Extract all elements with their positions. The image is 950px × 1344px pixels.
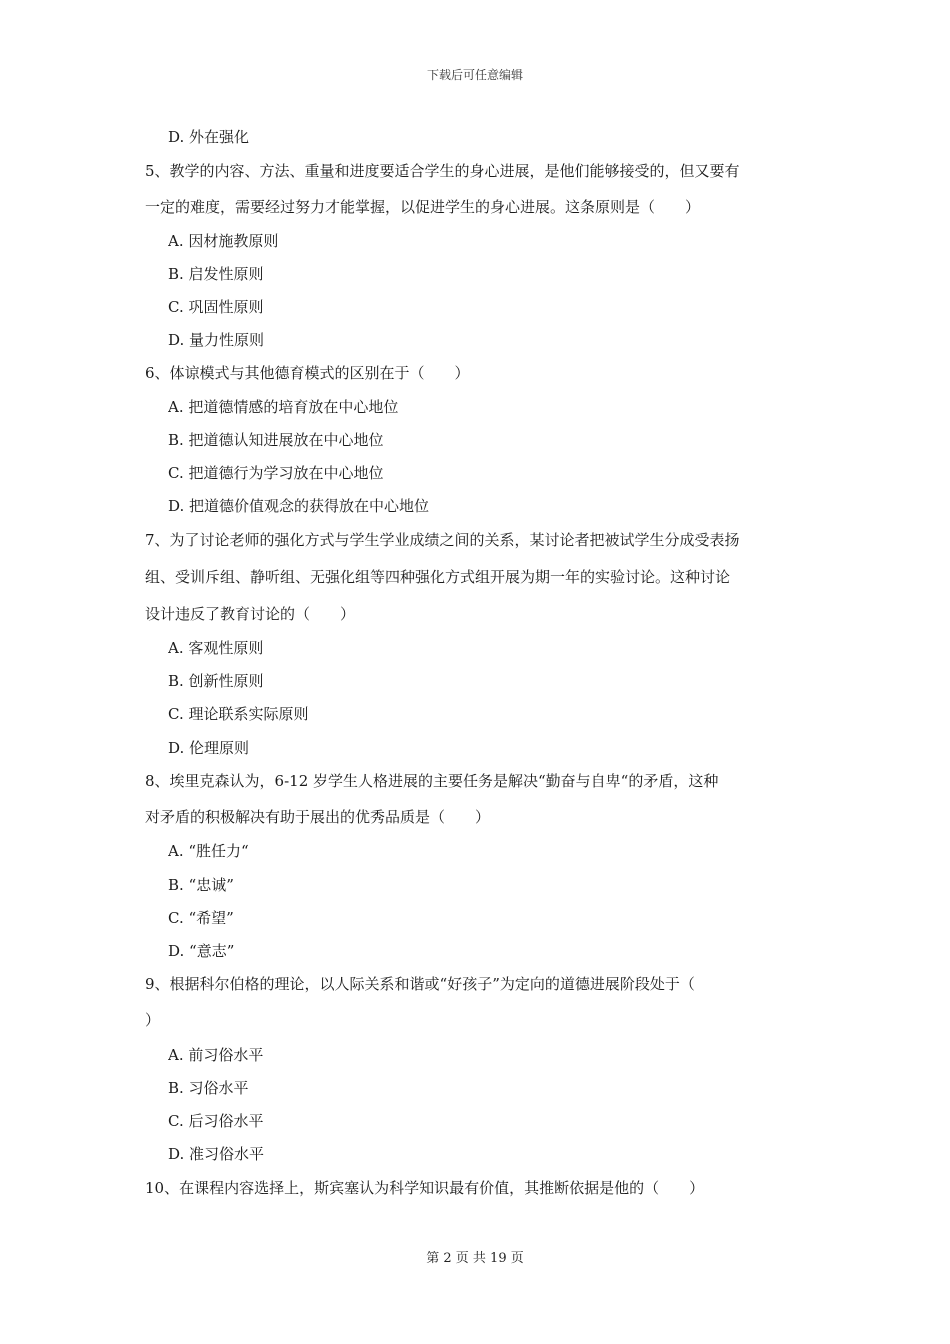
option-line: B. 习俗水平 (168, 1079, 249, 1097)
question-line: 9、根据科尔伯格的理论，以人际关系和谐或“好孩子”为定向的道德进展阶段处于（ (145, 975, 695, 993)
option-line: A. 因材施教原则 (168, 232, 279, 250)
question-line: 组、受训斥组、静听组、无强化组等四种强化方式组开展为期一年的实验讨论。这种讨论 (145, 568, 731, 586)
option-line: D. 伦理原则 (168, 739, 250, 757)
option-line: D. 外在强化 (168, 128, 250, 146)
option-line: C. 把道德行为学习放在中心地位 (168, 464, 384, 482)
option-line: D. 准习俗水平 (168, 1145, 265, 1163)
question-line: 10、在课程内容选择上，斯宾塞认为科学知识最有价值，其推断依据是他的（ ） (145, 1179, 705, 1197)
option-line: D. 量力性原则 (168, 331, 265, 349)
page-footer: 第 2 页 共 19 页 (426, 1251, 524, 1266)
question-line: 6、体谅模式与其他德育模式的区别在于（ ） (145, 364, 470, 382)
option-line: C. 巩固性原则 (168, 298, 264, 316)
option-line: B. 把道德认知进展放在中心地位 (168, 431, 384, 449)
question-line: 一定的难度，需要经过努力才能掌握，以促进学生的身心进展。这条原则是（ ） (145, 198, 701, 216)
option-line: A. “胜任力“ (168, 842, 249, 860)
question-line: 设计违反了教育讨论的（ ） (145, 605, 356, 623)
question-line: 7、为了讨论老师的强化方式与学生学业成绩之间的关系，某讨论者把被试学生分成受表扬 (145, 531, 740, 549)
option-line: D. “意志” (168, 942, 235, 960)
option-line: A. 前习俗水平 (168, 1046, 264, 1064)
option-line: A. 把道德情感的培育放在中心地位 (168, 398, 399, 416)
option-line: C. “希望” (168, 909, 234, 927)
option-line: C. 后习俗水平 (168, 1112, 264, 1130)
question-line: 5、教学的内容、方法、重量和进度要适合学生的身心进展，是他们能够接受的，但又要有 (145, 162, 740, 180)
question-line: 对矛盾的积极解决有助于展出的优秀品质是（ ） (145, 808, 491, 826)
option-line: C. 理论联系实际原则 (168, 705, 309, 723)
option-line: B. 创新性原则 (168, 672, 264, 690)
option-line: B. “忠诚” (168, 876, 234, 894)
question-line: 8、埃里克森认为，6-12 岁学生人格进展的主要任务是解决“勤奋与自卑“的矛盾，这种 (145, 772, 719, 790)
question-line: ） (145, 1011, 161, 1029)
option-line: D. 把道德价值观念的获得放在中心地位 (168, 497, 430, 515)
option-line: A. 客观性原则 (168, 639, 264, 657)
option-line: B. 启发性原则 (168, 265, 264, 283)
page-header: 下载后可任意编辑 (426, 68, 523, 82)
